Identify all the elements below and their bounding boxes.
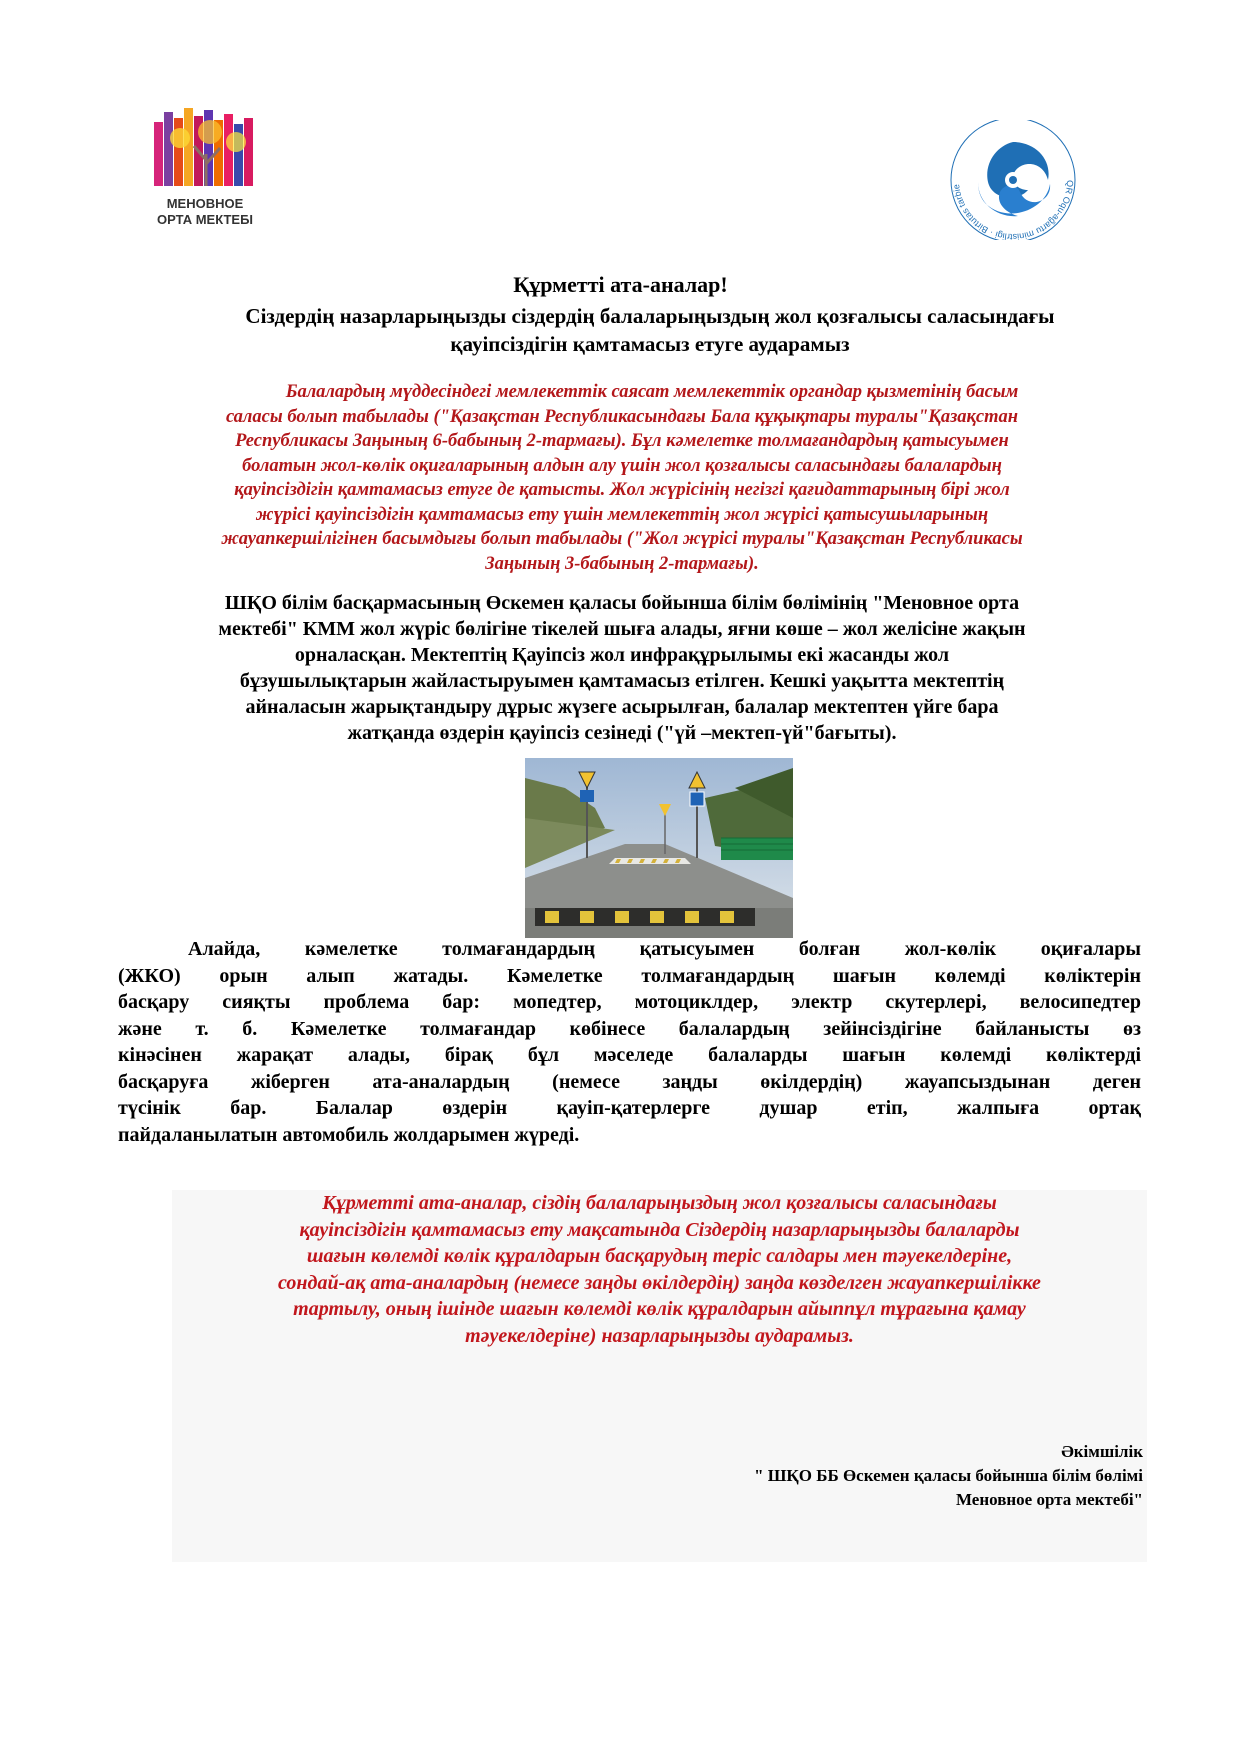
page-title: Құрметті ата-аналар!: [513, 272, 728, 297]
school-line: бұзушылықтарын жайластыруымен қамтамасыз етілген. Кешкі уақытта мектептің: [239, 670, 1005, 692]
notice-line: тартылу, оның ішінде шағын көлемді көлік құралдарын айыппұл тұрағына қамау: [293, 1298, 1026, 1320]
intro-line: болатын жол-көлік оқиғаларының алдын алу үшін жол қозғалысы саласындағы балалардың: [242, 455, 1002, 476]
ministry-logo: [948, 120, 1078, 240]
school-line: орналасқан. Мектептің Қауіпсіз жол инфрақұрылымы екі жасанды жол: [294, 644, 950, 666]
street-photo: [525, 758, 793, 938]
intro-line: Республикасы Заңының 6-бабының 2-тармағы). Бұл кәмелетке толмағандардың қатысуымен: [235, 431, 1009, 451]
subtitle-line: қауіпсіздігін қамтамасыз етуге аударамыз: [450, 332, 850, 356]
logo-ring-text: QR Oqu-ağartu ministrligi · Birtutas tarbie: [951, 179, 1076, 240]
intro-line: жауапкершілігінен басымдығы болып табылады ("Жол жүрісі туралы"Қазақстан Республикасы: [221, 529, 1023, 549]
page-subtitle: [150, 302, 1150, 358]
body-line: кінәсінен жарақат алады, бірақ бұл мәселеде балаларды шағын көлемді көліктерді: [118, 1044, 1141, 1066]
logo-text-line1: МЕНОВНОЕ: [166, 196, 244, 211]
notice-line: сондай-ақ ата-аналардың (немесе заңды өкілдердің) заңда көзделген жауапкершілікке: [278, 1271, 1041, 1294]
intro-line: жүрісі қауіпсіздігін қамтамасыз ету үшін мемлекеттің жол жүрісі қатысушыларының: [255, 504, 989, 525]
intro-line: қауіпсіздігін қамтамасыз етуге де қатысты. Жол жүрісінің негізгі қағидаттарының бірі жол: [234, 480, 1010, 500]
subtitle-line: Сіздердің назарларыңызды сіздердің балаларыңыздың жол қозғалысы саласындағы: [245, 304, 1055, 328]
school-paragraph: [127, 590, 1117, 746]
body-line: басқару сияқты проблема бар: мопедтер, мотоциклдер, электр скутерлері, велосипедтер: [118, 991, 1141, 1013]
body-line: түсінік бар. Балалар өздерін қауіп-қатерлерге душар етіп, жалпыға ортақ: [118, 1097, 1141, 1119]
notice-line: шағын көлемді көлік құралдарын басқарудың теріс салдары мен тәуекелдеріне,: [306, 1245, 1013, 1267]
intro-line: Балалардың мүддесіндегі мемлекеттік саясат мемлекеттік органдар қызметінің басым: [285, 382, 1019, 402]
notice-line: Құрметті ата-аналар, сіздің балаларыңыздың жол қозғалысы саласындағы: [322, 1192, 997, 1214]
school-logo: [150, 108, 270, 233]
notice-line: қауіпсіздігін қамтамасыз ету мақсатында Сіздердің назарларыңызды балаларды: [299, 1218, 1020, 1241]
body-line: пайдаланылатын автомобиль жолдарымен жүреді.: [118, 1123, 580, 1146]
intro-paragraph: [127, 380, 1117, 576]
body-line: (ЖКО) орын алып жатады. Кәмелетке толмағандардың шағын көлемді көліктерін: [118, 964, 1141, 987]
body-line: Алайда, кәмелетке толмағандардың қатысуымен болған жол-көлік оқиғалары: [188, 938, 1141, 960]
notice-text: [172, 1190, 1147, 1349]
signature-block: [754, 1440, 1143, 1512]
logo-text-line2: ОРТА МЕКТЕБІ: [156, 212, 254, 227]
intro-line: саласы болып табылады ("Қазақстан Республикасындағы Бала құқықтары туралы"Қазақстан: [225, 406, 1019, 427]
school-line: жатқанда өздерін қауіпсіз сезінеді ("үй –мектеп-үй"бағыты).: [347, 722, 897, 744]
school-line: ШҚО білім басқармасының Өскемен қаласы бойынша білім бөлімінің "Меновное орта: [224, 592, 1020, 614]
school-line: мектебі" КММ жол жүріс бөлігіне тікелей шыға алады, яғни көше – жол желісіне жақын: [218, 618, 1026, 640]
body-line: және т. б. Кәмелетке толмағандар көбінесе балалардың зейінсіздігіне байланысты өз: [118, 1017, 1141, 1040]
signature-line: Меновное орта мектебі": [955, 1490, 1143, 1509]
notice-line: тәуекелдеріне) назарларыңызды аударамыз.: [465, 1324, 854, 1347]
notice-box: [172, 1190, 1147, 1562]
school-line: айналасын жарықтандыру дұрыс жүзеге асырылған, балалар мектептен үйге бара: [245, 696, 999, 718]
intro-line: Заңының 3-бабының 2-тармағы).: [485, 553, 759, 574]
body-line: басқаруға жіберген ата-аналардың (немесе заңды өкілдердің) жауапсыздынан деген: [118, 1070, 1141, 1093]
signature-line: Әкімшілік: [1061, 1442, 1143, 1461]
signature-line: " ШҚО ББ Өскемен қаласы бойынша білім бөлімі: [754, 1466, 1143, 1485]
body-paragraph: [118, 936, 1141, 1148]
